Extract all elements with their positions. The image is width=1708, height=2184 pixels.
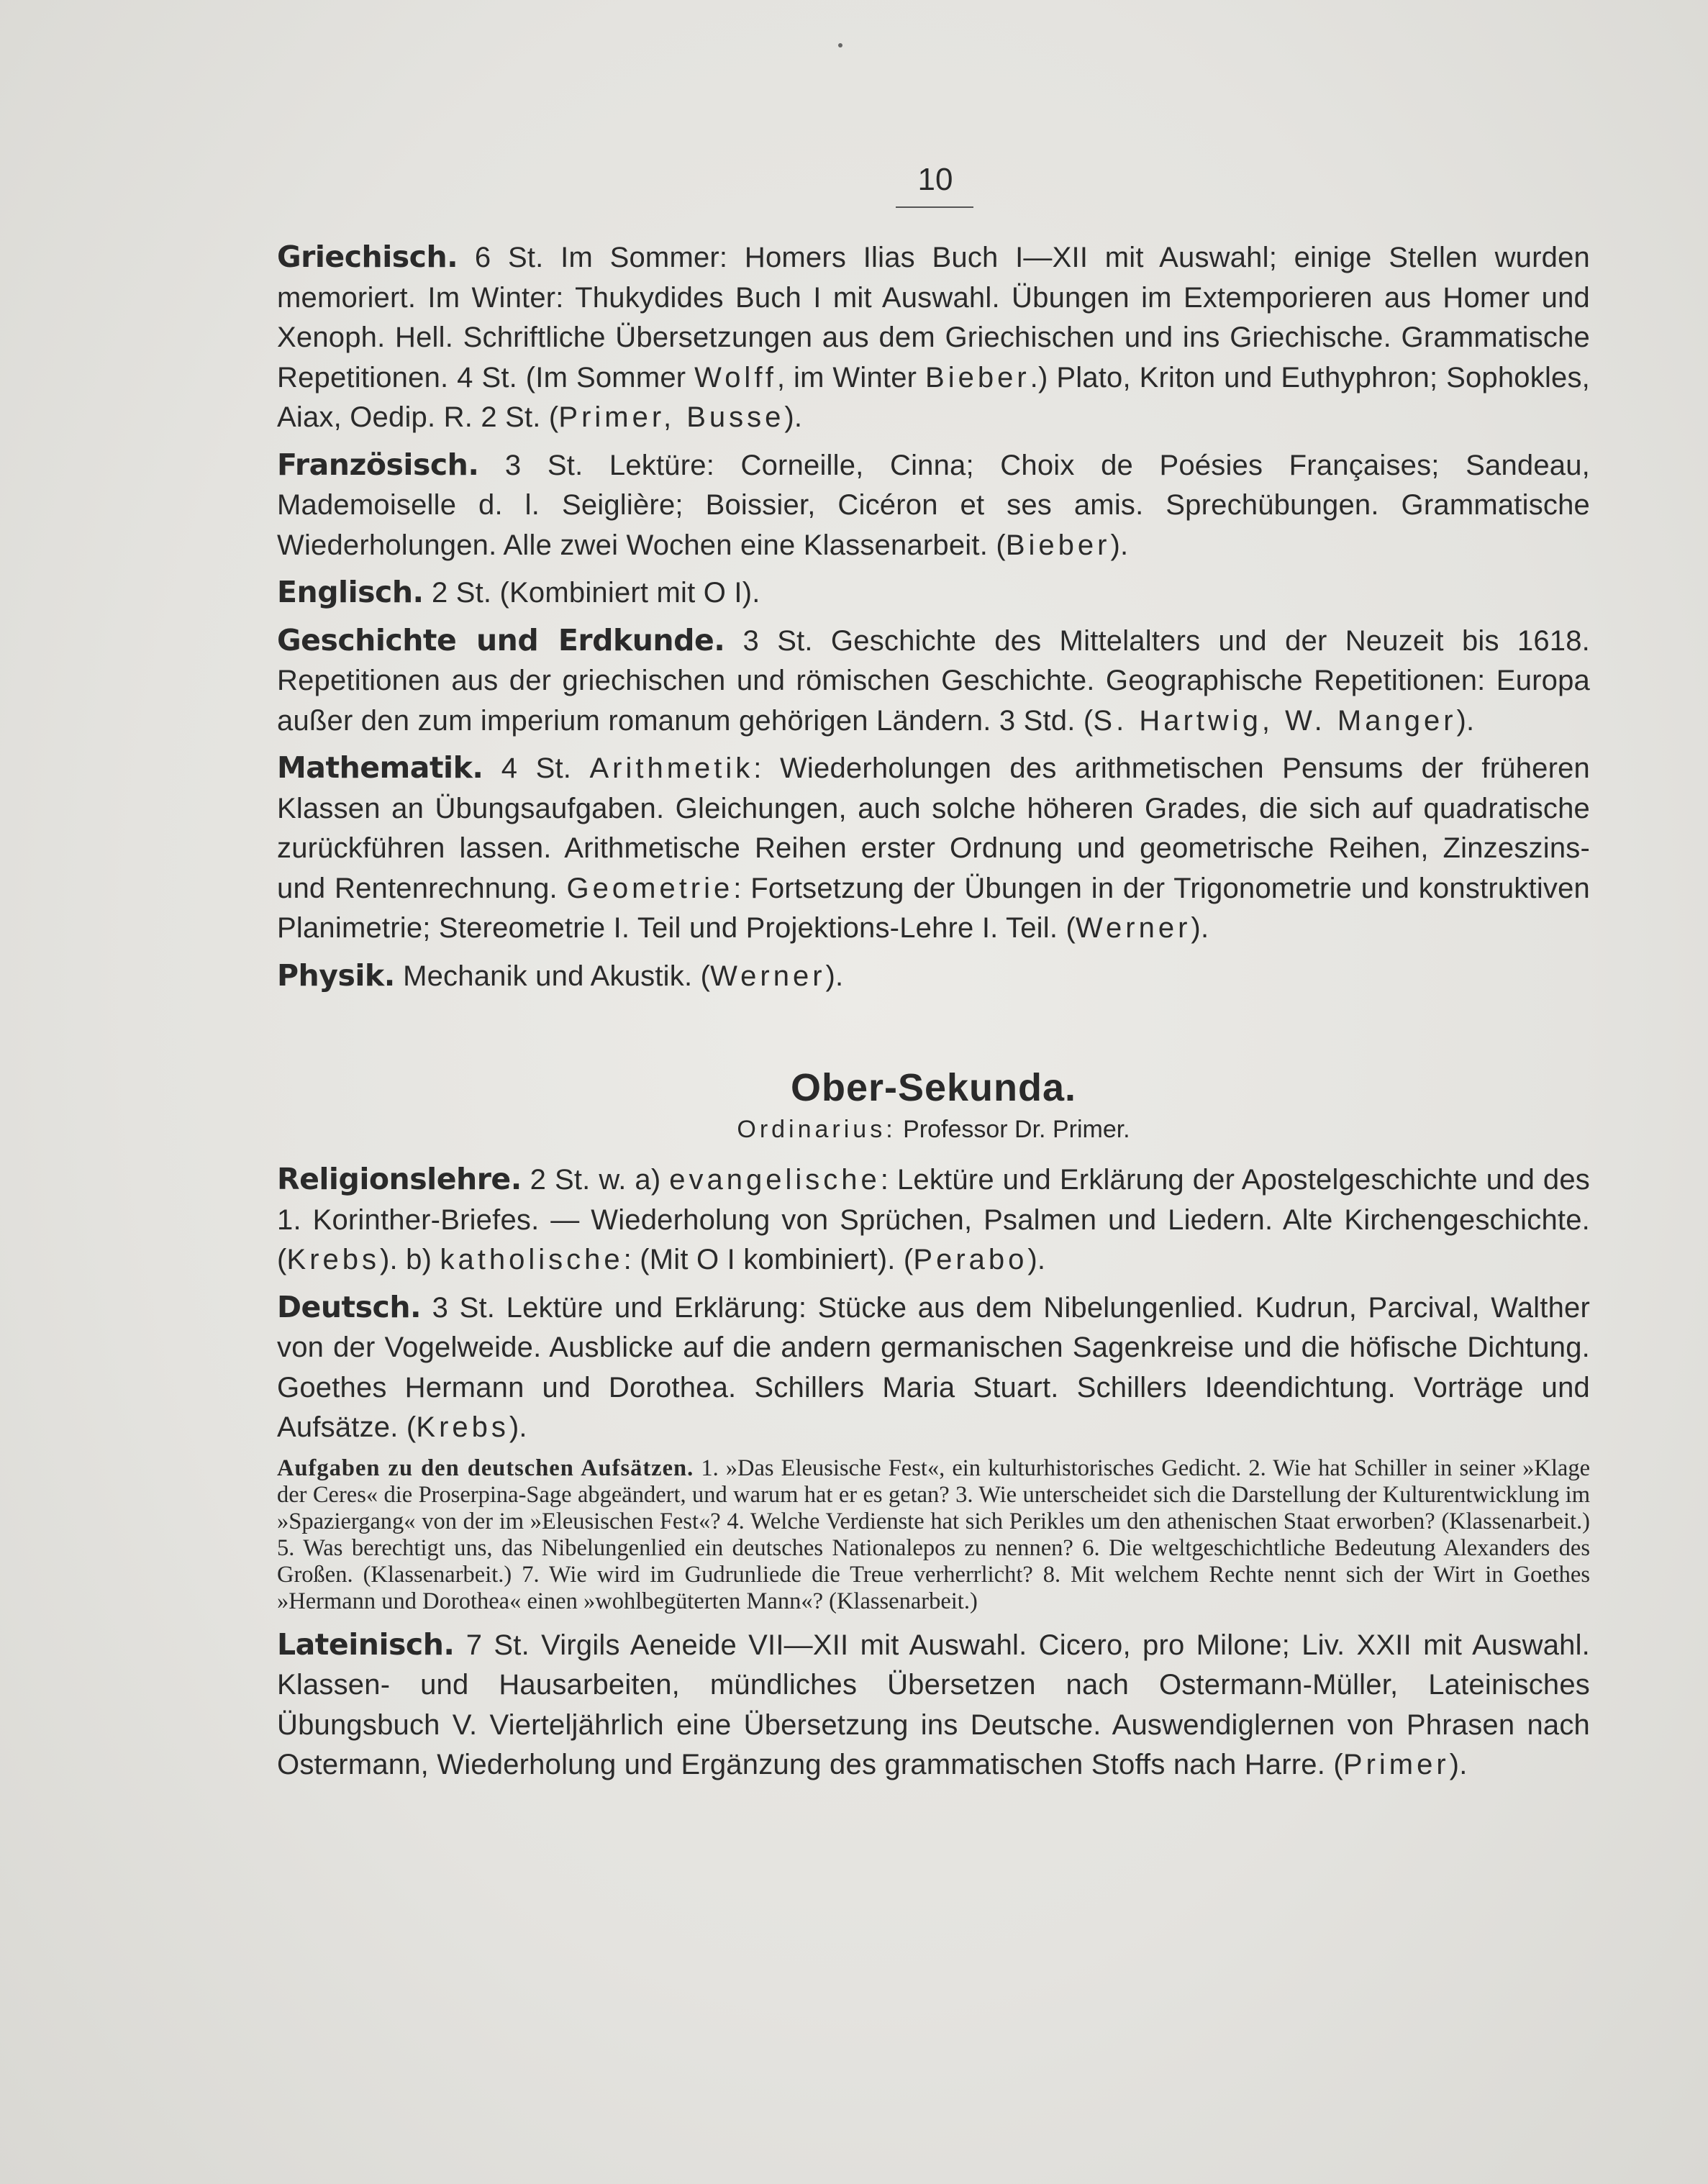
- subject-paragraph: [277, 1625, 1590, 1785]
- subject-paragraph: [277, 1288, 1590, 1448]
- spaced-name: Primer, Busse: [558, 401, 785, 433]
- aufgaben-text: 1. »Das Eleusische Fest«, ein kulturhistorisches Gedicht. 2. Wie hat Schiller in seiner »Klage der Ceres« die Proserpina-Sage abgeändert, und warum hat er es getan? 3. Wie unterscheidet sich die Darstellung der Kulturentwicklung im »Spaziergang« von der im »Eleusischen Fest«? 4. Welche Verdienste hat sich Perikles um den athenischen Staat erworben? (Klassenarbeit.) 5. Was berechtigt uns, das Nibelungenlied ein deutsches Nationalepos zu nennen? 6. Die weltgeschichtliche Bedeutung Alexanders des Großen. (Klassenarbeit.) 7. Wie wird im Gudrunliede die Treue verherrlicht? 8. Mit welchem Rechte nennt sich der Wirt in Goethes »Hermann und Dorothea« einen »wohlbegüterten Mann«? (Klassenarbeit.): [277, 1455, 1590, 1614]
- subject-paragraph: [277, 573, 1590, 614]
- page-number-rule: [896, 206, 973, 208]
- body-text: 3 St. Lektüre und Erklärung: Stücke aus dem Nibelungenlied. Kudrun, Parcival, Walther von der Vogelweide. Ausblicke auf die andern germanischen Sagenkreise und die höfische Dichtung. Goethes Hermann und Dorothea. Schillers Maria Stuart. Schillers Ideendichtung. Vorträge und Aufsätze. (: [277, 1291, 1590, 1443]
- body-text: ).: [1110, 529, 1129, 561]
- body-text: Mechanik und Akustik. (: [394, 960, 711, 992]
- body-text: 4 St.: [483, 752, 590, 784]
- body-text: 7 St. Virgils Aeneide VII—XII mit Auswahl. Cicero, pro Milone; Liv. XXII mit Auswahl. Klassen- und Hausarbeiten, mündliches Übersetzen nach Ostermann-Müller, Lateinisches Übungsbuch V. Vierteljährlich eine Übersetzung ins Deutsche. Auswendiglernen von Phrasen nach Ostermann, Wiederholung und Ergänzung des grammatischen Stoffs nach Harre. (: [277, 1629, 1590, 1780]
- body-text: ).: [1191, 912, 1209, 944]
- subjects-final: [277, 1625, 1590, 1785]
- body-text: , im Winter: [776, 361, 926, 393]
- subject-heading: Religionslehre.: [277, 1162, 522, 1196]
- spaced-name: Krebs: [416, 1411, 509, 1443]
- body-text: ).: [1027, 1244, 1046, 1275]
- speck: [838, 43, 842, 47]
- body-text: ).: [784, 401, 803, 433]
- page-number: 10: [917, 162, 953, 197]
- subject-heading: Physik.: [277, 957, 395, 993]
- ordinarius-value: Professor Dr. Primer.: [896, 1116, 1130, 1143]
- body-text: 3 St. Geschichte des Mittelalters und der Neuzeit bis 1618. Repetitionen aus der griechischen und römischen Geschichte. Geographische Repetitionen: Europa außer den zum imperium romanum gehörigen Ländern. 3 Std. (: [277, 624, 1590, 737]
- subject-heading: Griechisch.: [277, 240, 458, 274]
- spaced-name: katholische: [440, 1244, 624, 1275]
- body-text: 2 St. w. a): [521, 1164, 670, 1196]
- aufgaben-heading: Aufgaben zu den deutschen Aufsätzen.: [277, 1455, 694, 1481]
- subjects-upper: [277, 237, 1590, 996]
- spaced-name: Bieber: [925, 361, 1030, 393]
- body-text: 3 St. Lektüre: Corneille, Cinna; Choix de Poésies Françaises; Sandeau, Mademoiselle d. l. Seiglière; Boissier, Cicéron et ses amis. Sprechübungen. Grammatische Wiederholungen. Alle zwei Wochen eine Klassenarbeit. (: [277, 449, 1590, 561]
- content: [277, 237, 1590, 1793]
- subject-paragraph: [277, 237, 1590, 438]
- subjects-lower: [277, 1160, 1590, 1448]
- spaced-name: Krebs: [286, 1244, 381, 1275]
- subject-heading: Mathematik.: [277, 750, 483, 785]
- spaced-name: evangelische: [669, 1164, 881, 1196]
- body-text: : Wiederholungen des arithmetischen Pensums der früheren Klassen an Übungsaufgaben. Gleichungen, auch solche höheren Grades, die sich auf quadratische zurückführen lassen. Arithmetische Reihen erster Ordnung und geometrische Reihen, Zinzeszins- und Rentenrechnung.: [277, 752, 1590, 904]
- subject-paragraph: [277, 621, 1590, 742]
- subject-paragraph: [277, 445, 1590, 566]
- aufgaben-paragraph: [277, 1455, 1590, 1615]
- subject-paragraph: [277, 1160, 1590, 1280]
- body-text: 2 St. (Kombiniert mit O I).: [423, 577, 760, 609]
- subject-heading: Französisch.: [277, 447, 479, 482]
- body-text: ). b): [380, 1244, 440, 1275]
- spaced-name: S. Hartwig, W. Manger: [1093, 704, 1457, 737]
- subject-heading: Geschichte und Erdkunde.: [277, 622, 725, 658]
- body-text: ).: [825, 960, 844, 992]
- body-text: 6 St. Im Sommer: Homers Ilias Buch I—XII mit Auswahl; einige Stellen wurden memoriert. Im Winter: Thukydides Buch I mit Auswahl. Übungen im Extemporieren aus Homer und Xenoph. Hell. Schriftliche Übersetzungen aus dem Griechischen und ins Griechische. Grammatische Repetitionen. 4 St. (Im Sommer: [277, 242, 1590, 393]
- body-text: : Fortsetzung der Übungen in der Trigonometrie und konstruktiven Planimetrie; Stereometrie I. Teil und Projektions-Lehre I. Teil. (: [277, 872, 1590, 944]
- subject-heading: Deutsch.: [277, 1289, 422, 1324]
- spaced-name: Arithmetik: [589, 752, 754, 784]
- subject-paragraph: [277, 748, 1590, 949]
- spaced-name: Werner: [1076, 912, 1191, 944]
- body-text: : (Mit O I kombiniert). (: [623, 1244, 914, 1275]
- spaced-name: Wolff: [694, 361, 777, 393]
- spaced-name: Primer: [1343, 1749, 1450, 1780]
- body-text: ).: [1456, 704, 1475, 737]
- body-text: ).: [509, 1411, 527, 1443]
- section-subtitle: [277, 1116, 1590, 1144]
- subject-heading: Englisch.: [277, 575, 424, 609]
- section-title: Ober-Sekunda.: [790, 1066, 1077, 1109]
- body-text: : Lektüre und Erklärung der Apostelgeschichte und des 1. Korinther-Briefes. — Wiederholung von Sprüchen, Psalmen und Liedern. Alte Kirchengeschichte. (: [277, 1164, 1590, 1275]
- spaced-name: Bieber: [1005, 529, 1111, 561]
- spaced-name: Perabo: [913, 1244, 1028, 1275]
- subject-paragraph: [277, 956, 1590, 997]
- subject-heading: Lateinisch.: [277, 1626, 455, 1662]
- ordinarius-label: Ordinarius:: [737, 1116, 896, 1143]
- body-text: .) Plato, Kriton und Euthyphron; Sophokles, Aiax, Oedip. R. 2 St. (: [277, 361, 1590, 433]
- body-text: ).: [1449, 1749, 1468, 1780]
- spaced-name: Werner: [710, 960, 826, 992]
- spaced-name: Geometrie: [566, 872, 734, 904]
